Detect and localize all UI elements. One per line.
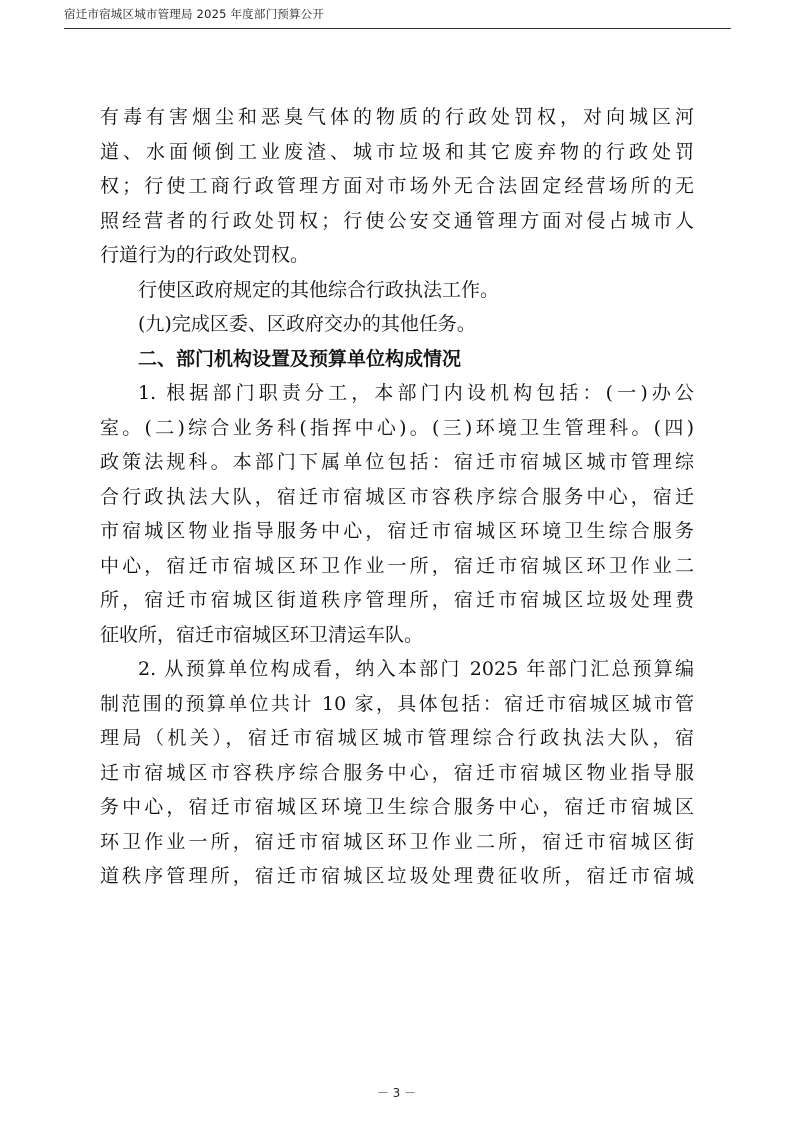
section-heading: 二、部门机构设置及预算单位构成情况: [138, 347, 462, 370]
body-line: 市宿城区物业指导服务中心，宿迁市宿城区环境卫生综合服务: [100, 520, 694, 542]
body-line: 制范围的预算单位共计 10 家，具体包括：宿迁市宿城区城市管: [100, 692, 694, 715]
body-line: 合行政执法大队，宿迁市宿城区市容秩序综合服务中心，宿迁: [100, 485, 694, 508]
header-divider: [64, 28, 731, 29]
body-line: 道秩序管理所，宿迁市宿城区垃圾处理费征收所，宿迁市宿城: [100, 865, 694, 887]
body-line: 1. 根据部门职责分工，本部门内设机构包括：(一)办公: [138, 382, 694, 404]
document-body: [100, 100, 694, 894]
page-header: 宿迁市宿城区城市管理局 2025 年度部门预算公开: [64, 7, 325, 21]
body-line: 理局（机关），宿迁市宿城区城市管理综合行政执法大队，宿: [100, 727, 694, 749]
body-line: (九)完成区委、区政府交办的其他任务。: [138, 313, 476, 335]
body-line: 中心，宿迁市宿城区环卫作业一所，宿迁市宿城区环卫作业二: [100, 554, 694, 577]
body-line: 2. 从预算单位构成看，纳入本部门 2025 年部门汇总预算编: [138, 658, 694, 680]
body-line: 行道行为的行政处罚权。: [100, 244, 310, 266]
body-line: 道、水面倾倒工业废渣、城市垃圾和其它废弃物的行政处罚: [100, 140, 694, 163]
body-line: 迁市宿城区市容秩序综合服务中心，宿迁市宿城区物业指导服: [100, 761, 694, 784]
body-line: 务中心，宿迁市宿城区环境卫生综合服务中心，宿迁市宿城区: [100, 796, 694, 818]
body-line: 所，宿迁市宿城区街道秩序管理所，宿迁市宿城区垃圾处理费: [100, 589, 694, 611]
body-line: 照经营者的行政处罚权；行使公安交通管理方面对侵占城市人: [100, 209, 694, 232]
body-line: 权；行使工商行政管理方面对市场外无合法固定经营场所的无: [100, 175, 694, 197]
body-line: 有毒有害烟尘和恶臭气体的物质的行政处罚权，对向城区河: [100, 106, 694, 128]
page-number: － 3 －: [376, 1086, 417, 1100]
body-line: 政策法规科。本部门下属单位包括：宿迁市宿城区城市管理综: [100, 451, 694, 473]
body-line: 环卫作业一所，宿迁市宿城区环卫作业二所，宿迁市宿城区街: [100, 830, 694, 853]
body-line: 室。(二)综合业务科(指挥中心)。(三)环境卫生管理科。(四): [100, 416, 694, 439]
body-line: 行使区政府规定的其他综合行政执法工作。: [138, 278, 500, 301]
body-line: 征收所，宿迁市宿城区环卫清运车队。: [100, 623, 424, 646]
